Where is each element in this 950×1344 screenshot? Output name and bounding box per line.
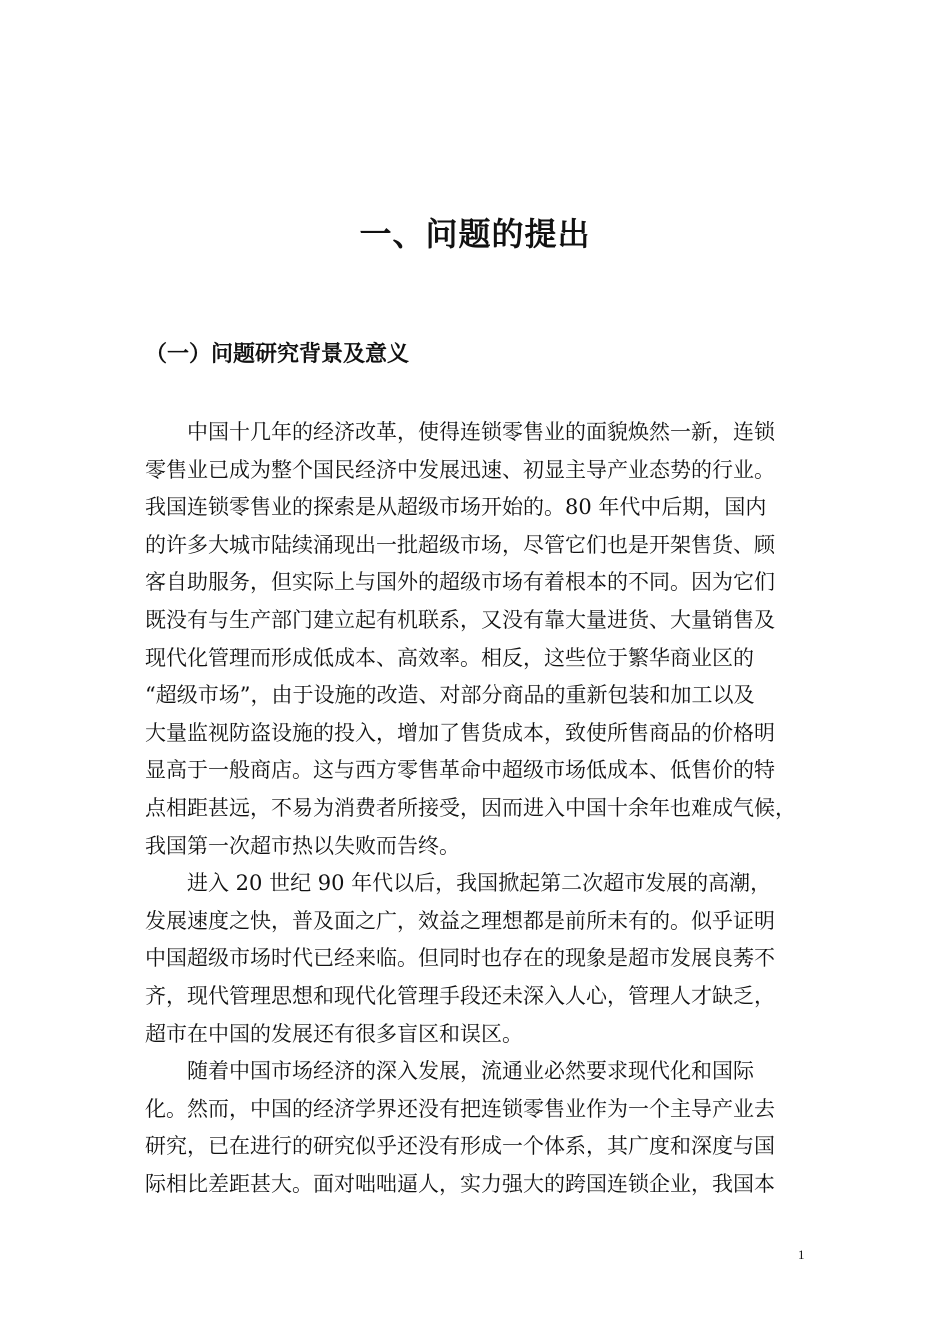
paragraph-line: 的许多大城市陆续涌现出一批超级市场，尽管它们也是开架售货、顾 <box>145 532 775 557</box>
body-text <box>145 414 815 1203</box>
paragraph-line: 化。然而，中国的经济学界还没有把连锁零售业作为一个主导产业去 <box>145 1096 775 1121</box>
paragraph-line: 显高于一般商店。这与西方零售革命中超级市场低成本、低售价的特 <box>145 758 775 783</box>
paragraph-line: 点相距甚远，不易为消费者所接受，因而进入中国十余年也难成气候， <box>145 795 796 820</box>
paragraph-line: 随着中国市场经济的深入发展，流通业必然要求现代化和国际 <box>187 1059 754 1084</box>
paragraph-line: 既没有与生产部门建立起有机联系，又没有靠大量进货、大量销售及 <box>145 607 775 632</box>
paragraph-line: 我国第一次超市热以失败而告终。 <box>145 833 460 858</box>
paragraph-line: 零售业已成为整个国民经济中发展迅速、初显主导产业态势的行业。 <box>145 457 775 482</box>
paragraph-line: 齐，现代管理思想和现代化管理手段还未深入人心，管理人才缺乏， <box>145 983 775 1008</box>
paragraph-line: 现代化管理而形成低成本、高效率。相反，这些位于繁华商业区的 <box>145 645 754 670</box>
paragraph-line: 大量监视防盗设施的投入，增加了售货成本，致使所售商品的价格明 <box>145 720 775 745</box>
paragraph-line: 际相比差距甚大。面对咄咄逼人，实力强大的跨国连锁企业，我国本 <box>145 1171 775 1196</box>
paragraph-line: “超级市场”，由于设施的改造、对部分商品的重新包装和加工以及 <box>145 683 755 708</box>
paragraph-line: 我国连锁零售业的探索是从超级市场开始的。80 年代中后期，国内 <box>145 495 767 520</box>
paragraph-line: 中国超级市场时代已经来临。但同时也存在的现象是超市发展良莠不 <box>145 946 775 971</box>
paragraph-line: 超市在中国的发展还有很多盲区和误区。 <box>145 1021 523 1046</box>
paragraph-line: 发展速度之快，普及面之广，效益之理想都是前所未有的。似乎证明 <box>145 908 775 933</box>
section-title: （一）问题研究背景及意义 <box>145 341 410 367</box>
paragraph-line: 进入 20 世纪 90 年代以后，我国掀起第二次超市发展的高潮， <box>187 871 772 896</box>
chapter-title: 一、问题的提出 <box>359 215 591 253</box>
paragraph-line: 客自助服务，但实际上与国外的超级市场有着根本的不同。因为它们 <box>145 570 775 595</box>
page-number: 1 <box>798 1247 805 1262</box>
paragraph-line: 研究，已在进行的研究似乎还没有形成一个体系，其广度和深度与国 <box>145 1134 775 1159</box>
paragraph-line: 中国十几年的经济改革，使得连锁零售业的面貌焕然一新，连锁 <box>187 420 775 444</box>
